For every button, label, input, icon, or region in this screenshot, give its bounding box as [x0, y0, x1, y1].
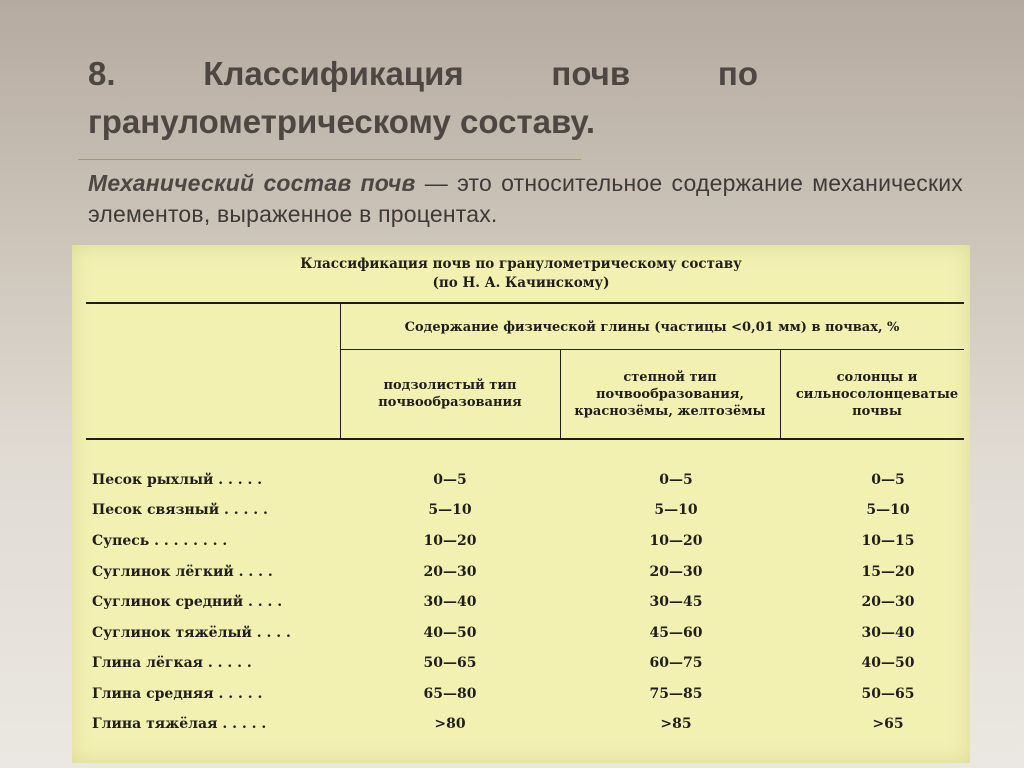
header-bottom-rule	[86, 438, 964, 440]
value-steppe: 60—75	[649, 655, 703, 671]
value-solonetz: 10—15	[861, 533, 915, 549]
soil-name: Песок связный . . . . .	[92, 502, 268, 518]
soil-name: Суглинок тяжёлый . . . .	[92, 625, 291, 641]
table-row	[72, 711, 970, 741]
value-steppe: 45—60	[649, 625, 703, 641]
value-podzolic: 40—50	[423, 625, 477, 641]
value-podzolic: 65—80	[423, 686, 477, 702]
slide-title: 8. Классификация почв по гранулометрическому составу.	[88, 55, 758, 140]
header-group-rule	[340, 349, 964, 350]
value-podzolic: 10—20	[423, 533, 477, 549]
header-solonetz: солонцы и сильносолонцеватые почвы	[795, 369, 959, 419]
table-row	[72, 497, 970, 527]
table-row	[72, 528, 970, 558]
title-divider	[78, 159, 581, 160]
value-podzolic: 0—5	[433, 472, 467, 488]
header-steppe: степной тип почвообразования, краснозёмы, желтозёмы	[574, 369, 766, 419]
soil-name: Глина тяжёлая . . . . .	[92, 716, 267, 732]
value-solonetz: 5—10	[866, 502, 910, 518]
table-row	[72, 650, 970, 680]
soil-name: Глина лёгкая . . . . .	[92, 655, 252, 671]
value-podzolic: 30—40	[423, 594, 477, 610]
value-solonetz: 30—40	[861, 625, 915, 641]
table-row	[72, 559, 970, 589]
table-caption-title: Классификация почв по гранулометрическому составу	[300, 256, 742, 272]
table-caption	[72, 255, 970, 293]
value-podzolic: 5—10	[428, 502, 472, 518]
value-solonetz: 20—30	[861, 594, 915, 610]
table-row	[72, 681, 970, 711]
value-steppe: 0—5	[659, 472, 693, 488]
value-solonetz: 40—50	[861, 655, 915, 671]
value-solonetz: >65	[872, 716, 904, 732]
intro-definition: — это относительное содержание механических элементов, выраженное в процентах.	[88, 170, 963, 227]
table-row	[72, 467, 970, 497]
table-caption-author: (по Н. А. Качинскому)	[432, 275, 610, 291]
intro-term: Механический состав почв	[88, 170, 416, 196]
table-top-rule	[86, 302, 964, 304]
value-solonetz: 0—5	[871, 472, 905, 488]
soil-name: Глина средняя . . . . .	[92, 686, 263, 702]
value-steppe: 5—10	[654, 502, 698, 518]
value-steppe: 10—20	[649, 533, 703, 549]
column-divider-3	[780, 349, 781, 439]
value-solonetz: 50—65	[861, 686, 915, 702]
value-podzolic: 50—65	[423, 655, 477, 671]
classification-table-scan	[72, 245, 970, 763]
value-podzolic: >80	[434, 716, 466, 732]
value-steppe: 20—30	[649, 564, 703, 580]
soil-name: Супесь . . . . . . . .	[92, 533, 228, 549]
value-steppe: 30—45	[649, 594, 703, 610]
value-steppe: 75—85	[649, 686, 703, 702]
column-divider-1	[340, 302, 341, 439]
table-row	[72, 620, 970, 650]
value-steppe: >85	[660, 716, 692, 732]
header-group-cell: Содержание физической глины (частицы <0,01 мм) в почвах, %	[404, 319, 900, 335]
value-podzolic: 20—30	[423, 564, 477, 580]
soil-name: Песок рыхлый . . . . .	[92, 472, 263, 488]
soil-name: Суглинок средний . . . .	[92, 594, 283, 610]
intro-paragraph	[88, 168, 963, 230]
value-solonetz: 15—20	[861, 564, 915, 580]
table-row	[72, 589, 970, 619]
header-podzolic: подзолистый тип почвообразования	[378, 378, 522, 410]
column-divider-2	[560, 349, 561, 439]
soil-name: Суглинок лёгкий . . . .	[92, 564, 273, 580]
